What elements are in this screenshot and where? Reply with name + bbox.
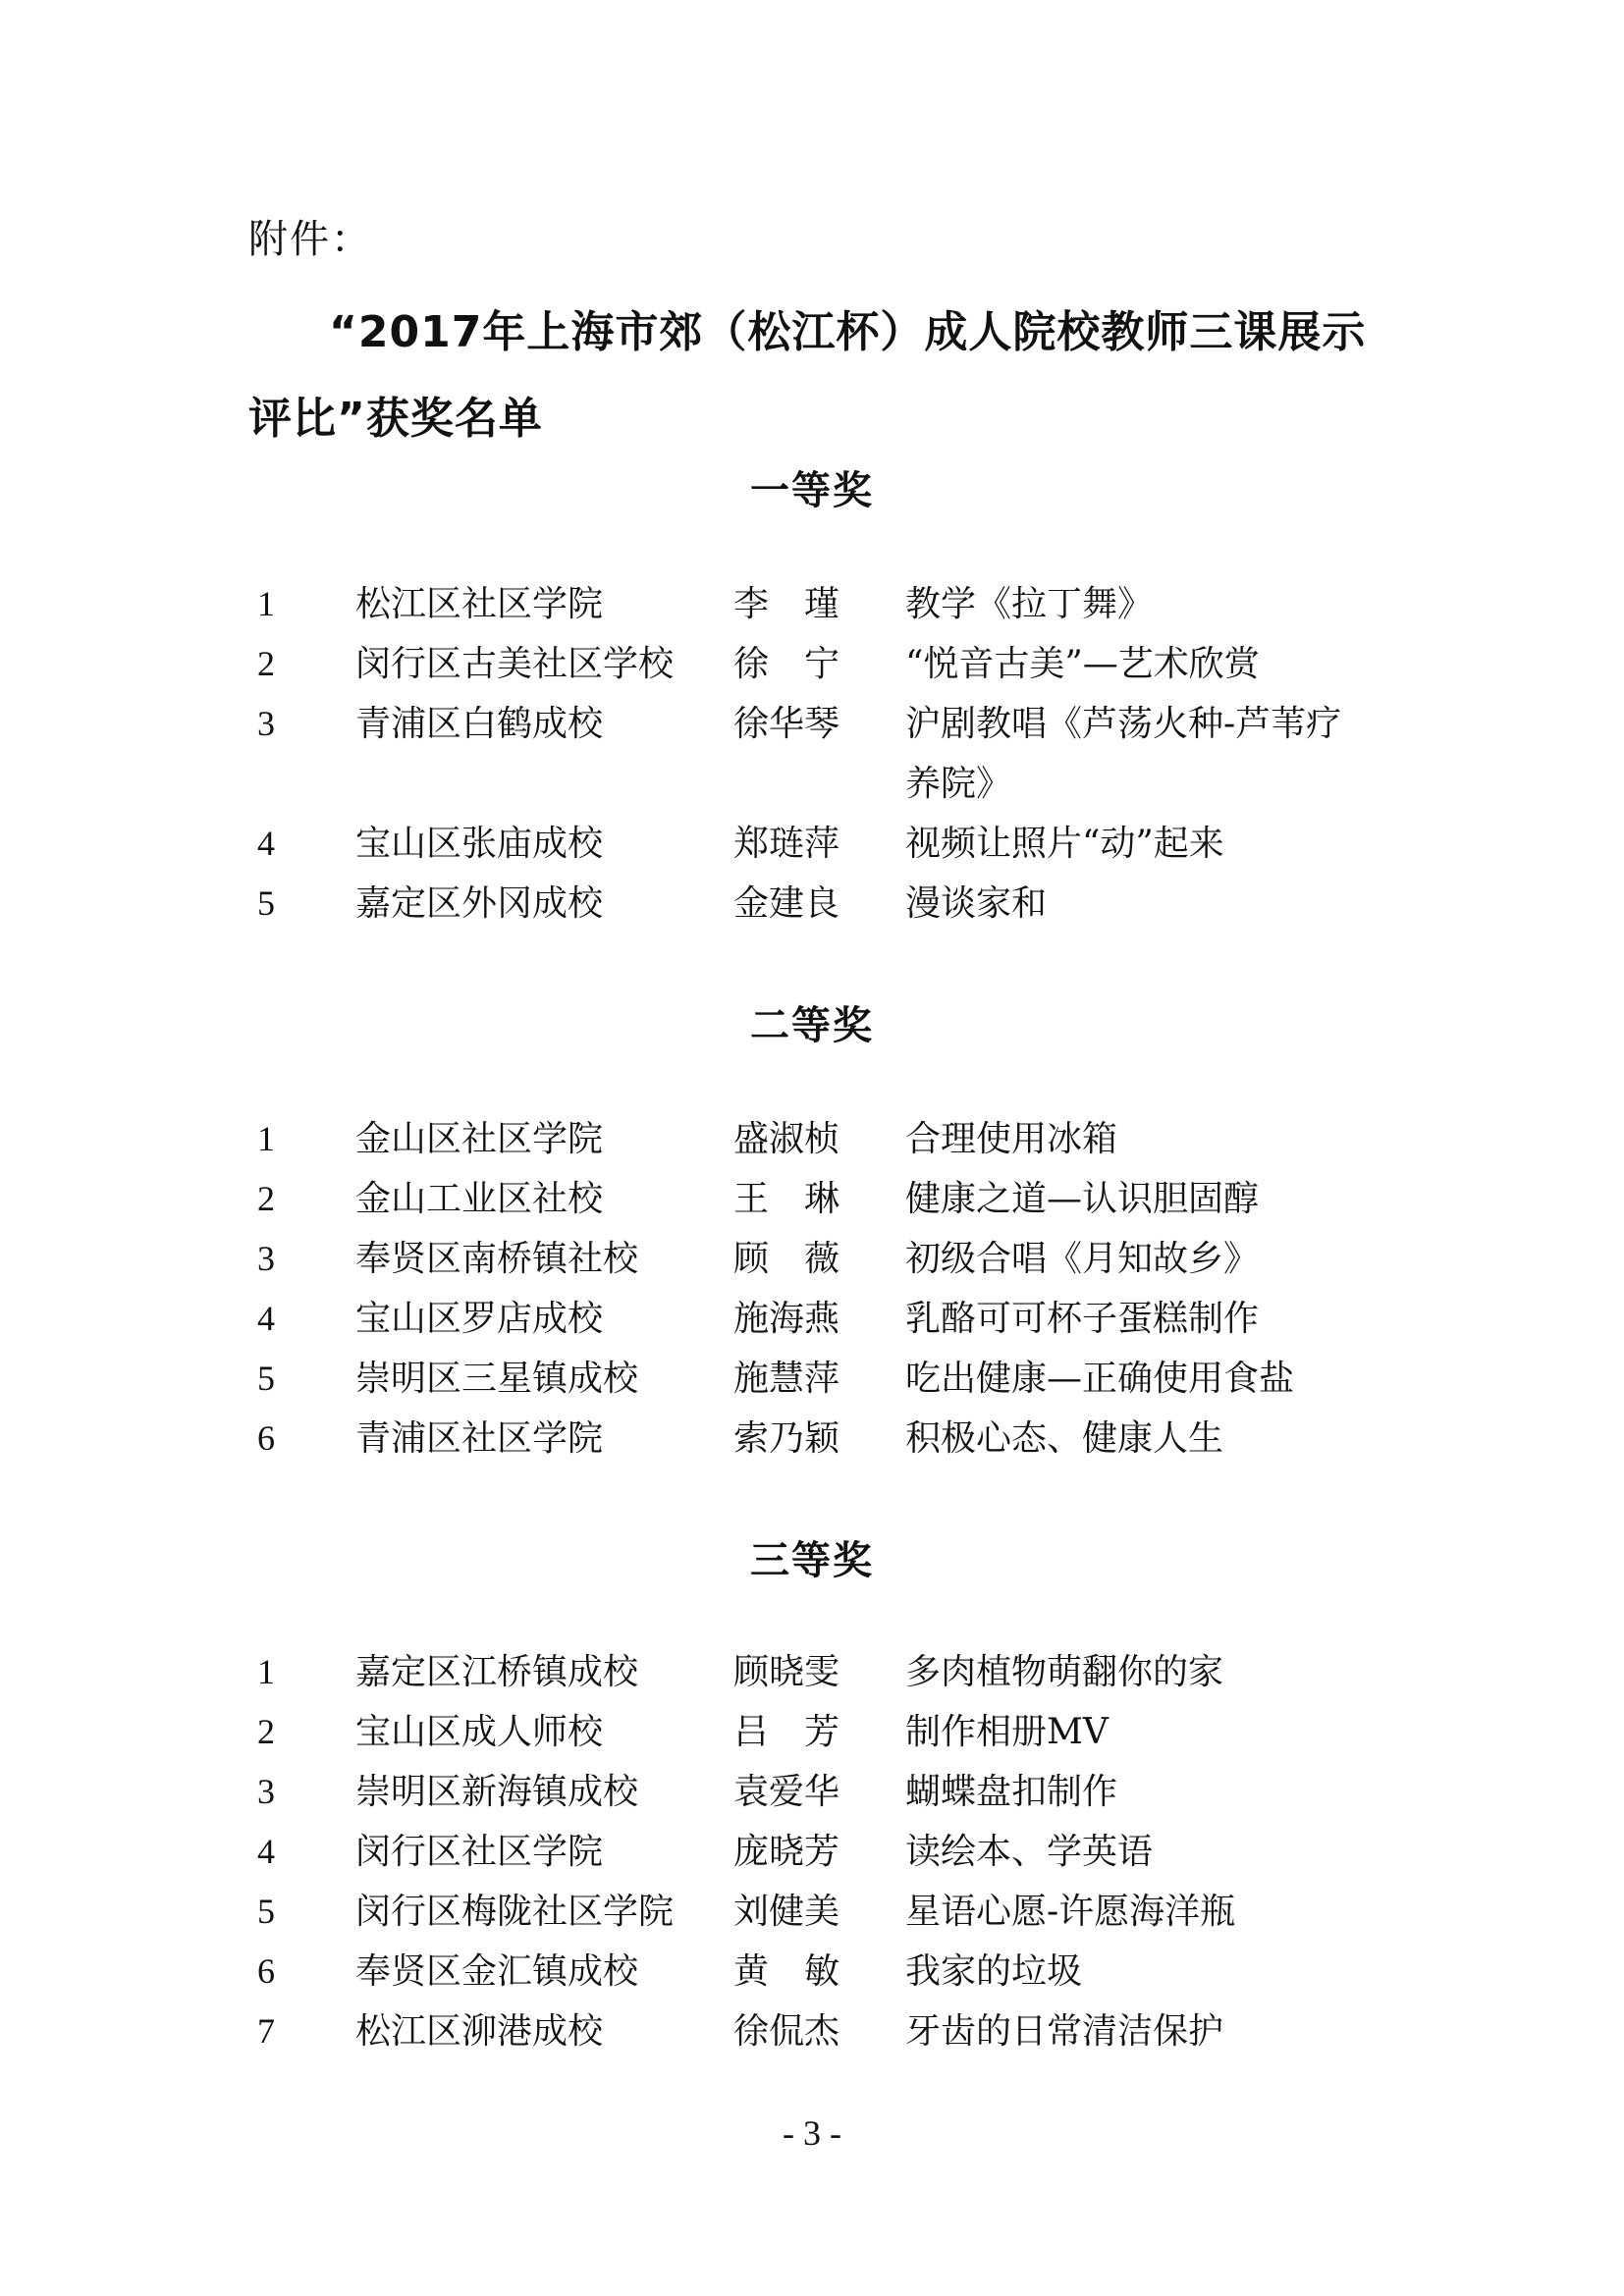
table-row — [257, 1289, 1416, 1349]
school-name: 奉贤区金汇镇成校 — [355, 1951, 639, 1992]
attachment-label: 附件： — [248, 217, 372, 262]
school-name: 崇明区三星镇成校 — [355, 1359, 639, 1399]
teacher-name: 徐侃杰 — [733, 2011, 840, 2052]
school-name: 金山工业区社校 — [355, 1179, 604, 1219]
table-row — [257, 1702, 1416, 1762]
section-heading-third-prize: 三等奖 — [750, 1538, 874, 1583]
teacher-name: 施海燕 — [733, 1299, 840, 1339]
row-number: 7 — [257, 2011, 275, 2051]
teacher-name: 盛淑桢 — [733, 1119, 840, 1159]
row-number: 2 — [257, 1712, 275, 1751]
row-number: 3 — [257, 1239, 275, 1278]
lesson-title: 牙齿的日常清洁保护 — [905, 2011, 1224, 2052]
row-number: 1 — [257, 584, 275, 623]
teacher-name: 索乃颖 — [733, 1418, 840, 1459]
school-name: 嘉定区外冈成校 — [355, 883, 604, 924]
row-number: 5 — [257, 1359, 275, 1398]
school-name: 崇明区新海镇成校 — [355, 1772, 639, 1812]
table-row — [257, 1822, 1416, 1882]
lesson-title: 健康之道—认识胆固醇 — [905, 1179, 1260, 1219]
teacher-name: 顾晓雯 — [733, 1652, 840, 1692]
second-prize-table — [257, 1109, 1416, 1468]
row-number: 4 — [257, 1299, 275, 1338]
table-row — [257, 2002, 1416, 2061]
lesson-title: 积极心态、健康人生 — [905, 1418, 1224, 1459]
teacher-name: 郑琏萍 — [733, 824, 840, 864]
table-row — [257, 1169, 1416, 1229]
row-number: 2 — [257, 644, 275, 683]
lesson-title: 教学《拉丁舞》 — [905, 584, 1154, 624]
table-row — [257, 574, 1416, 634]
document-title: “2017年上海市郊（松江杯）成人院校教师三课展示评比”获奖名单 — [248, 307, 1367, 444]
school-name: 宝山区张庙成校 — [355, 824, 604, 864]
table-row — [257, 874, 1416, 934]
lesson-title: 制作相册MV — [905, 1712, 1109, 1752]
school-name: 宝山区罗店成校 — [355, 1299, 604, 1339]
lesson-title: 乳酪可可杯子蛋糕制作 — [905, 1299, 1260, 1339]
table-row — [257, 634, 1416, 694]
lesson-title: 星语心愿-许愿海洋瓶 — [905, 1892, 1236, 1932]
table-row — [257, 1942, 1416, 2002]
lesson-title: “悦音古美”—艺术欣赏 — [905, 644, 1260, 684]
school-name: 奉贤区南桥镇社校 — [355, 1239, 639, 1279]
school-name: 松江区泖港成校 — [355, 2011, 604, 2052]
teacher-name: 黄 敏 — [733, 1951, 840, 1992]
row-number: 4 — [257, 824, 275, 863]
teacher-name: 袁爱华 — [733, 1772, 840, 1812]
first-prize-table — [257, 574, 1416, 934]
row-number: 5 — [257, 883, 275, 923]
page-number: - 3 - — [783, 2113, 841, 2153]
school-name: 闵行区古美社区学校 — [355, 644, 675, 684]
section-heading-second-prize: 二等奖 — [750, 1003, 874, 1048]
table-row — [257, 1642, 1416, 1702]
row-number: 2 — [257, 1179, 275, 1218]
lesson-title: 合理使用冰箱 — [905, 1119, 1118, 1159]
row-number: 1 — [257, 1119, 275, 1158]
table-row — [257, 1349, 1416, 1409]
table-row — [257, 694, 1416, 814]
school-name: 闵行区梅陇社区学院 — [355, 1892, 675, 1932]
teacher-name: 庞晓芳 — [733, 1832, 840, 1872]
lesson-title: 吃出健康—正确使用食盐 — [905, 1359, 1295, 1399]
teacher-name: 刘健美 — [733, 1892, 840, 1932]
row-number: 6 — [257, 1418, 275, 1458]
row-number: 3 — [257, 1772, 275, 1811]
school-name: 青浦区白鹤成校 — [355, 704, 604, 744]
teacher-name: 金建良 — [733, 883, 840, 924]
row-number: 6 — [257, 1951, 275, 1991]
lesson-title: 多肉植物萌翻你的家 — [905, 1652, 1224, 1692]
school-name: 松江区社区学院 — [355, 584, 604, 624]
table-row — [257, 1229, 1416, 1289]
lesson-title: 我家的垃圾 — [905, 1951, 1083, 1992]
table-row — [257, 814, 1416, 874]
row-number: 1 — [257, 1652, 275, 1691]
lesson-title: 初级合唱《月知故乡》 — [905, 1239, 1260, 1279]
table-row — [257, 1409, 1416, 1468]
teacher-name: 李 瑾 — [733, 584, 840, 624]
school-name: 宝山区成人师校 — [355, 1712, 604, 1752]
teacher-name: 吕 芳 — [733, 1712, 840, 1752]
table-row — [257, 1762, 1416, 1822]
school-name: 嘉定区江桥镇成校 — [355, 1652, 639, 1692]
section-heading-first-prize: 一等奖 — [750, 468, 874, 513]
school-name: 青浦区社区学院 — [355, 1418, 604, 1459]
table-row — [257, 1109, 1416, 1169]
lesson-title: 读绘本、学英语 — [905, 1832, 1154, 1872]
row-number: 5 — [257, 1892, 275, 1931]
teacher-name: 施慧萍 — [733, 1359, 840, 1399]
third-prize-table — [257, 1642, 1416, 2061]
lesson-title: 漫谈家和 — [905, 883, 1048, 924]
school-name: 闵行区社区学院 — [355, 1832, 604, 1872]
lesson-title: 沪剧教唱《芦荡火种-芦苇疗养院》 — [905, 704, 1342, 804]
school-name: 金山区社区学院 — [355, 1119, 604, 1159]
row-number: 4 — [257, 1832, 275, 1871]
row-number: 3 — [257, 704, 275, 743]
teacher-name: 徐 宁 — [733, 644, 840, 684]
lesson-title: 蝴蝶盘扣制作 — [905, 1772, 1118, 1812]
teacher-name: 王 琳 — [733, 1179, 840, 1219]
lesson-title: 视频让照片“动”起来 — [905, 824, 1224, 864]
teacher-name: 徐华琴 — [733, 704, 840, 744]
table-row — [257, 1882, 1416, 1942]
teacher-name: 顾 薇 — [733, 1239, 840, 1279]
